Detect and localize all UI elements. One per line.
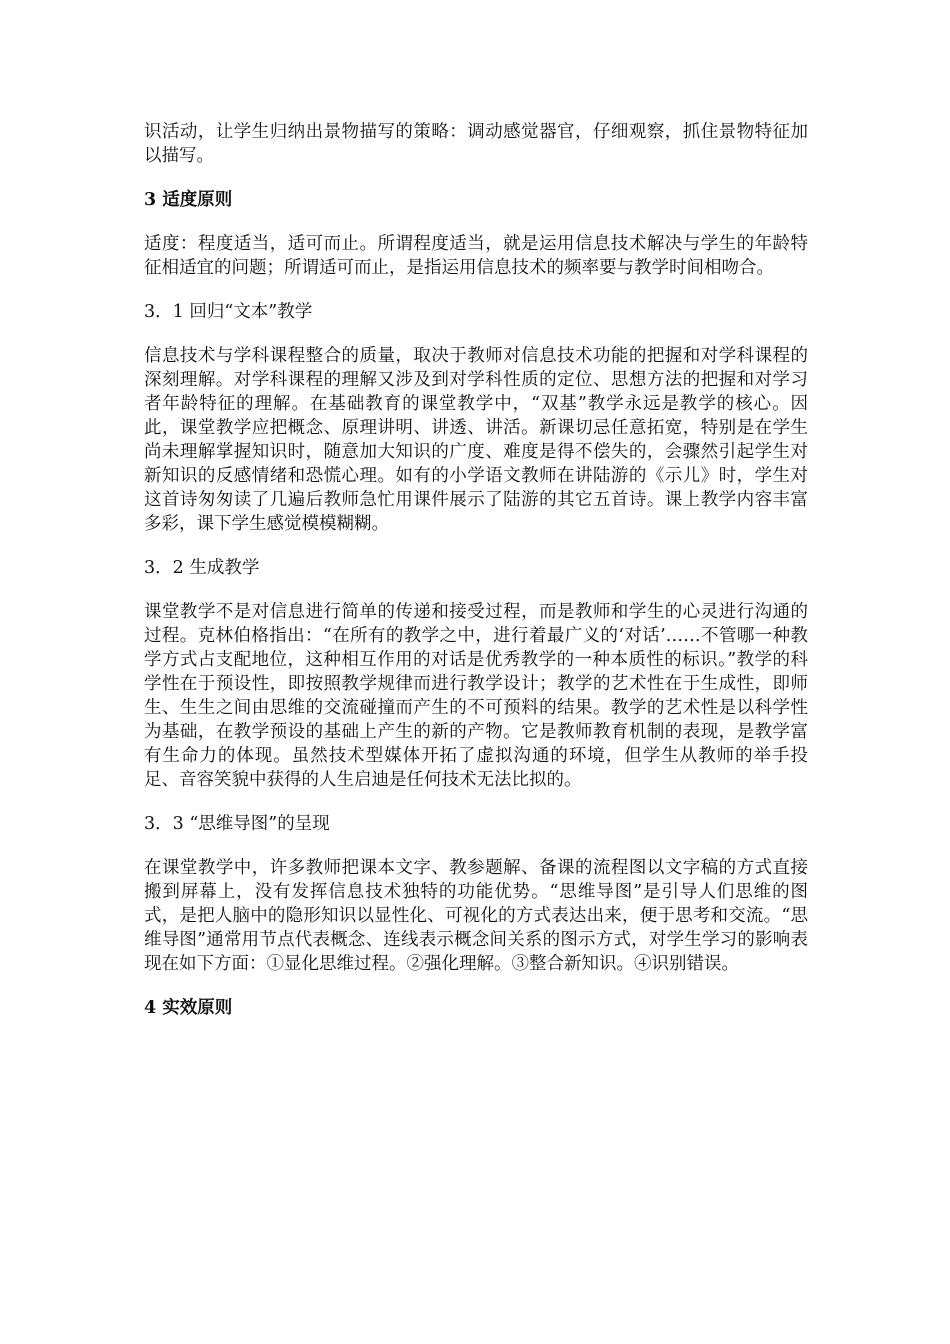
section-heading-moderation-principle: 3 适度原则 — [144, 190, 233, 210]
paragraph-scene-description-strategy: 识活动，让学生归纳出景物描写的策略：调动感觉器官，仔细观察，抓住景物特征加以描写。 — [144, 122, 808, 166]
paragraph-return-to-text: 信息技术与学科课程整合的质量，取决于教师对信息技术功能的把握和对学科课程的深刻理解。对学科课程的理解又涉及到对学科性质的定位、思想方法的把握和对学习者年龄特征的理解。在基础教育的课堂教学中，“双基”教学永远是教学的核心。因此，课堂教学应把概念、原理讲明、讲透、讲活。新课切忌任意拓宽，特别是在学生尚未理解掌握知识时，随意加大知识的广度、难度是得不偿失的，会骤然引起学生对新知识的反感情绪和恐慌心理。如有的小学语文教师在讲陆游的《示儿》时，学生对这首诗匆匆读了几遍后教师急忙用课件展示了陆游的其它五首诗。课上教学内容丰富多彩，课下学生感觉模模糊糊。 — [144, 346, 808, 534]
paragraph-moderation-definition: 适度：程度适当，适可而止。所谓程度适当，就是运用信息技术解决与学生的年龄特征相适宜的问题；所谓适可而止，是指运用信息技术的频率要与教学时间相吻合。 — [144, 234, 808, 278]
paragraph-mind-map: 在课堂教学中，许多教师把课本文字、教参题解、备课的流程图以文字稿的方式直接搬到屏幕上，没有发挥信息技术独特的功能优势。“思维导图”是引导人们思维的图式，是把人脑中的隐形知识以显性化、可视化的方式表达出来，便于思考和交流。“思维导图”通常用节点代表概念、连线表示概念间关系的图示方式，对学生学习的影响表现在如下方面：①显化思维过程。②强化理解。③整合新知识。④识别错误。 — [144, 858, 808, 974]
subsection-heading-mind-map: 3．3 “思维导图”的呈现 — [144, 814, 330, 834]
subsection-heading-return-to-text: 3．1 回归“文本”教学 — [144, 302, 313, 322]
paragraph-generative-teaching: 课堂教学不是对信息进行简单的传递和接受过程，而是教师和学生的心灵进行沟通的过程。克林伯格指出：“在所有的教学之中，进行着最广义的‘对话’……不管哪一种教学方式占支配地位，这种相互作用的对话是优秀教学的一种本质性的标识。”教学的科学性在于预设性，即按照教学规律而进行教学设计；教学的艺术性在于生成性，即师生、生生之间由思维的交流碰撞而产生的不可预料的结果。教学的艺术性是以科学性为基础，在教学预设的基础上产生的新的产物。它是教师教育机制的表现，是教学富有生命力的体现。虽然技术型媒体开拓了虚拟沟通的环境，但学生从教师的举手投足、音容笑貌中获得的人生启迪是任何技术无法比拟的。 — [144, 602, 808, 790]
document-page — [144, 120, 808, 1040]
section-heading-effectiveness-principle: 4 实效原则 — [144, 998, 233, 1018]
subsection-heading-generative-teaching: 3．2 生成教学 — [144, 558, 260, 578]
